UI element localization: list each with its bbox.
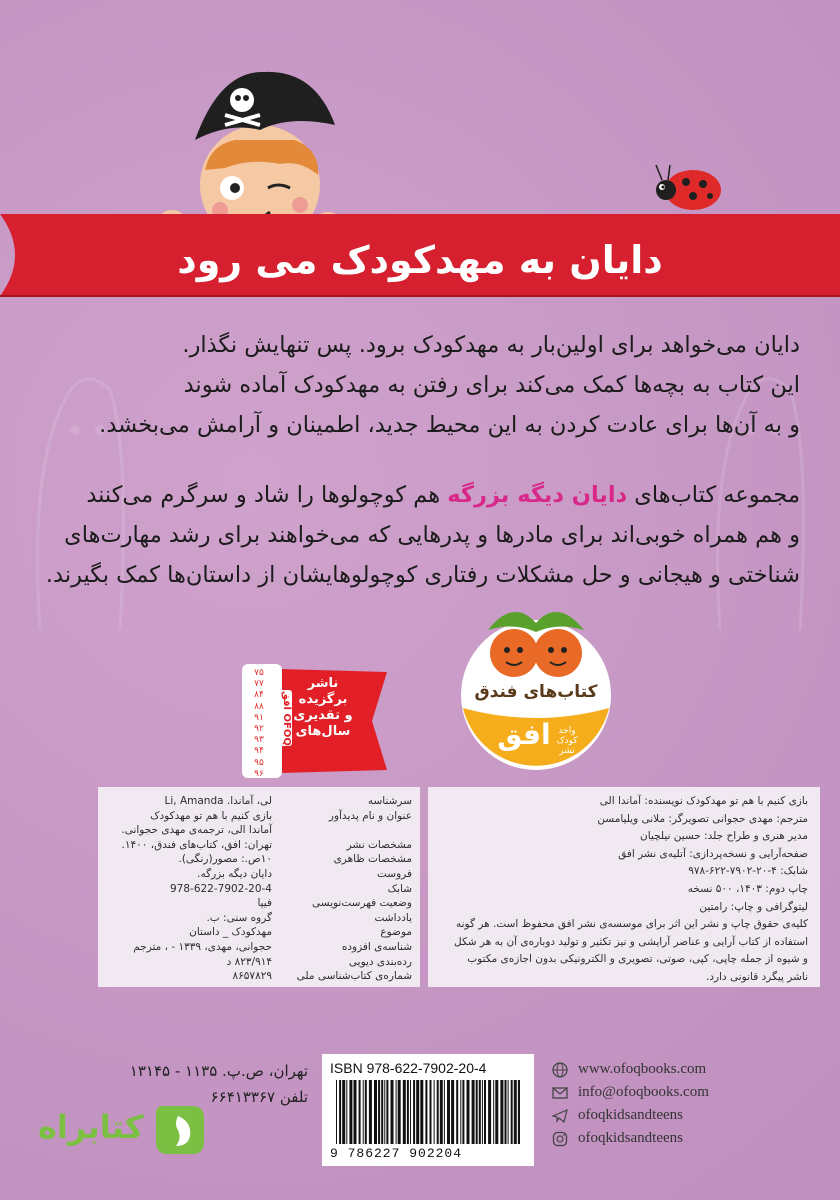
credit-line: ناشر پیگرد قانونی دارد.: [705, 971, 808, 983]
phone-line: تلفن ۶۶۴۱۳۳۶۷: [210, 1088, 308, 1106]
credit-line: مترجم: مهدی حجوانی تصویرگر: ملانی ویلیامسن: [597, 812, 808, 825]
award-badge-text: ناشر برگزیده و تقدیری سال‌های: [293, 676, 353, 739]
catalog-value: مهدکودک _ داستان: [189, 926, 272, 939]
globe-icon: [552, 1062, 568, 1078]
barcode-bar: [339, 1080, 341, 1144]
fandogh-brand-text: کتاب‌های فندق: [474, 682, 598, 702]
barcode-bar: [354, 1080, 357, 1144]
website-text: www.ofoqbooks.com: [578, 1061, 707, 1077]
credit-line: لیتوگرافی و چاپ: رامتین: [699, 900, 808, 913]
ketabrah-watermark-text: کتابراه: [38, 1108, 144, 1146]
barcode-bar: [378, 1080, 380, 1144]
catalog-value: ۸۶۵۷۸۲۹: [232, 970, 272, 983]
catalog-value: ۱۰ص.: مصور(رنگی).: [178, 853, 272, 866]
barcode-bar: [508, 1080, 509, 1144]
catalog-label: مشخصات ظاهری: [333, 853, 412, 866]
catalog-label: موضوع: [380, 926, 412, 939]
catalog-value: بازی کنیم با هم تو مهدکودک: [150, 809, 272, 822]
series-paragraph: [40, 475, 800, 595]
publisher-mini-logo: افق OFOQ: [272, 690, 292, 746]
barcode-bar: [518, 1080, 520, 1144]
series-line: و هم همراه خوبی‌اند برای مادرها و پدرهایی که می‌خواهند برای رشد مهارت‌های: [64, 522, 800, 548]
barcode-bar: [444, 1080, 445, 1144]
barcode-bar: [391, 1080, 394, 1144]
instagram-icon: [552, 1131, 568, 1147]
series-line: [40, 475, 800, 515]
catalog-info-box: [98, 787, 420, 987]
barcode-bar: [456, 1080, 458, 1144]
barcode-bar: [336, 1080, 337, 1144]
catalog-value: تهران: افق، کتاب‌های فندق، ۱۴۰۰.: [121, 838, 272, 851]
credit-line: چاپ دوم: ۱۴۰۳، ۵۰۰ نسخه: [687, 883, 808, 895]
barcode-bar: [420, 1080, 423, 1144]
barcode-bar: [476, 1080, 478, 1144]
series-text: هم کوچولوها را شاد و سرگرم می‌کنند: [86, 482, 441, 508]
barcode-bar: [479, 1080, 481, 1144]
barcode-bars: [336, 1080, 520, 1144]
series-name: دایان دیگه بزرگه: [447, 482, 628, 508]
barcode-bar: [430, 1080, 432, 1144]
barcode-bar: [396, 1080, 397, 1144]
credit-line: مدیر هنری و طراح جلد: حسین نیلچیان: [640, 830, 808, 843]
barcode-bar: [416, 1080, 419, 1144]
telegram-link[interactable]: [552, 1104, 802, 1127]
barcode-bar: [462, 1080, 464, 1144]
barcode-bar: [488, 1080, 491, 1144]
instagram-link[interactable]: [552, 1127, 802, 1150]
description-paragraph: [40, 325, 800, 445]
catalog-label: سرشناسه: [367, 795, 412, 807]
address-line: تهران، ص.پ. ۱۱۳۵ - ۱۳۱۴۵: [129, 1062, 308, 1080]
ofoq-logo-text: افق: [497, 718, 551, 751]
email-icon: [552, 1085, 568, 1101]
email-link[interactable]: [552, 1081, 802, 1104]
credit-line: شابک: ۴-۲۰-۷۹۰۲-۶۲۲-۹۷۸: [688, 865, 808, 878]
barcode-bar: [514, 1080, 517, 1144]
series-text: مجموعه کتاب‌های: [634, 482, 800, 508]
barcode-bar: [407, 1080, 409, 1144]
catalog-value: فیپا: [257, 897, 272, 910]
barcode-bar: [511, 1080, 513, 1144]
catalog-label: شابک: [387, 882, 412, 895]
credit-line: صفحه‌آرایی و نسخه‌پردازی: آتلیه‌ی نشر افق: [618, 847, 808, 860]
barcode-digits: 9 786227 902204: [330, 1146, 463, 1161]
barcode-bar: [346, 1080, 347, 1144]
barcode-bar: [493, 1080, 494, 1144]
award-years: ۷۵ ۷۷ ۸۴ ۸۸ ۹۱ ۹۲ ۹۳ ۹۴ ۹۵ ۹۶: [254, 668, 264, 779]
book-title: دایان به مهدکودک می رود: [177, 238, 663, 282]
credit-line: و شیوه از جمله چاپی، کپی، صوتی، تصویری و الکترونیکی بدون اجازه‌ی مکتوب: [467, 953, 808, 966]
catalog-value: ۸۲۳/۹۱۴ د: [226, 955, 272, 968]
barcode-bar: [425, 1080, 427, 1144]
barcode-bar: [369, 1080, 372, 1144]
barcode-bar: [447, 1080, 450, 1144]
barcode-bar: [374, 1080, 377, 1144]
barcode-bar: [386, 1080, 388, 1144]
ofoq-unit-text: واحد کودک نشر: [556, 726, 578, 756]
barcode-bar: [413, 1080, 415, 1144]
catalog-label: یادداشت: [374, 911, 412, 924]
barcode-bar: [359, 1080, 361, 1144]
catalog-value: آماندا الی، ترجمه‌ی مهدی حجوانی.: [121, 824, 272, 837]
catalog-label: شماره‌ی کتاب‌شناسی ملی: [296, 970, 412, 983]
barcode-bar: [434, 1080, 435, 1144]
catalog-label: عنوان و نام پدیدآور: [328, 809, 412, 822]
email-text: info@ofoqbooks.com: [578, 1084, 709, 1100]
barcode-bar: [440, 1080, 443, 1144]
barcode-bar: [403, 1080, 406, 1144]
credit-line: کلیه‌ی حقوق چاپ و نشر این اثر برای موسسه‌ی نشر افق محفوظ است. هر گونه: [456, 918, 808, 931]
catalog-label: شناسه‌ی افزوده: [341, 941, 412, 953]
catalog-label: رده‌بندی دیویی: [348, 955, 412, 968]
barcode-bar: [451, 1080, 454, 1144]
telegram-text: ofoqkidsandteens: [578, 1107, 683, 1123]
barcode-bar: [437, 1080, 439, 1144]
barcode-bar: [460, 1080, 461, 1144]
catalog-value: دایان دیگه بزرگه.: [197, 868, 272, 880]
catalog-value: 978-622-7902-20-4: [169, 882, 272, 895]
catalog-value: حجوانی، مهدی، ۱۳۳۹ - ، مترجم: [133, 941, 272, 953]
barcode-bar: [500, 1080, 503, 1144]
barcode-bar: [398, 1080, 401, 1144]
website-link[interactable]: [552, 1058, 802, 1081]
telegram-icon: [552, 1108, 568, 1124]
barcode-bar: [342, 1080, 345, 1144]
catalog-value: گروه سنی: ب.: [206, 911, 272, 924]
catalog-value: لی، آماندا. Li, Amanda: [164, 795, 272, 807]
barcode-bar: [381, 1080, 383, 1144]
barcode-bar: [349, 1080, 352, 1144]
barcode-bar: [363, 1080, 364, 1144]
credit-line: بازی کنیم با هم تو مهدکودک نویسنده: آماندا الی: [599, 795, 808, 807]
barcode-bar: [482, 1080, 483, 1144]
barcode-bar: [384, 1080, 385, 1144]
catalog-label: فروست: [377, 868, 412, 880]
catalog-label: مشخصات نشر: [346, 838, 412, 851]
barcode-bar: [467, 1080, 470, 1144]
contact-list: [552, 1058, 802, 1150]
barcode-bar: [365, 1080, 367, 1144]
barcode-bar: [410, 1080, 411, 1144]
barcode-bar: [505, 1080, 507, 1144]
credits-box: [428, 787, 820, 987]
series-line: شناختی و هیجانی و حل مشکلات رفتاری کوچولوهایشان از داستان‌ها کمک بگیرند.: [45, 562, 800, 588]
catalog-label: وضعیت فهرست‌نویسی: [311, 897, 412, 910]
credit-line: استفاده از کتاب آرایی و عناصر آرایشی و نیز تکثیر و تولید دوباره‌ی آن به هر شکل: [454, 935, 808, 948]
barcode-bar: [472, 1080, 475, 1144]
description-line: این کتاب به بچه‌ها کمک می‌کند برای رفتن به مهدکودک آماده شوند: [183, 372, 800, 398]
barcode-bar: [484, 1080, 486, 1144]
instagram-text: ofoqkidsandteens: [578, 1130, 683, 1146]
isbn-barcode: [322, 1054, 534, 1166]
barcode-bar: [495, 1080, 498, 1144]
ketabrah-logo-icon: [152, 1102, 208, 1158]
description-line: دایان می‌خواهد برای اولین‌بار به مهدکودک برود. پس تنهایش نگذار.: [182, 332, 800, 358]
description-line: و به آن‌ها برای عادت کردن به این محیط جدید، اطمینان و آرامش می‌بخشد.: [99, 412, 800, 438]
isbn-label: ISBN 978-622-7902-20-4: [330, 1060, 487, 1076]
